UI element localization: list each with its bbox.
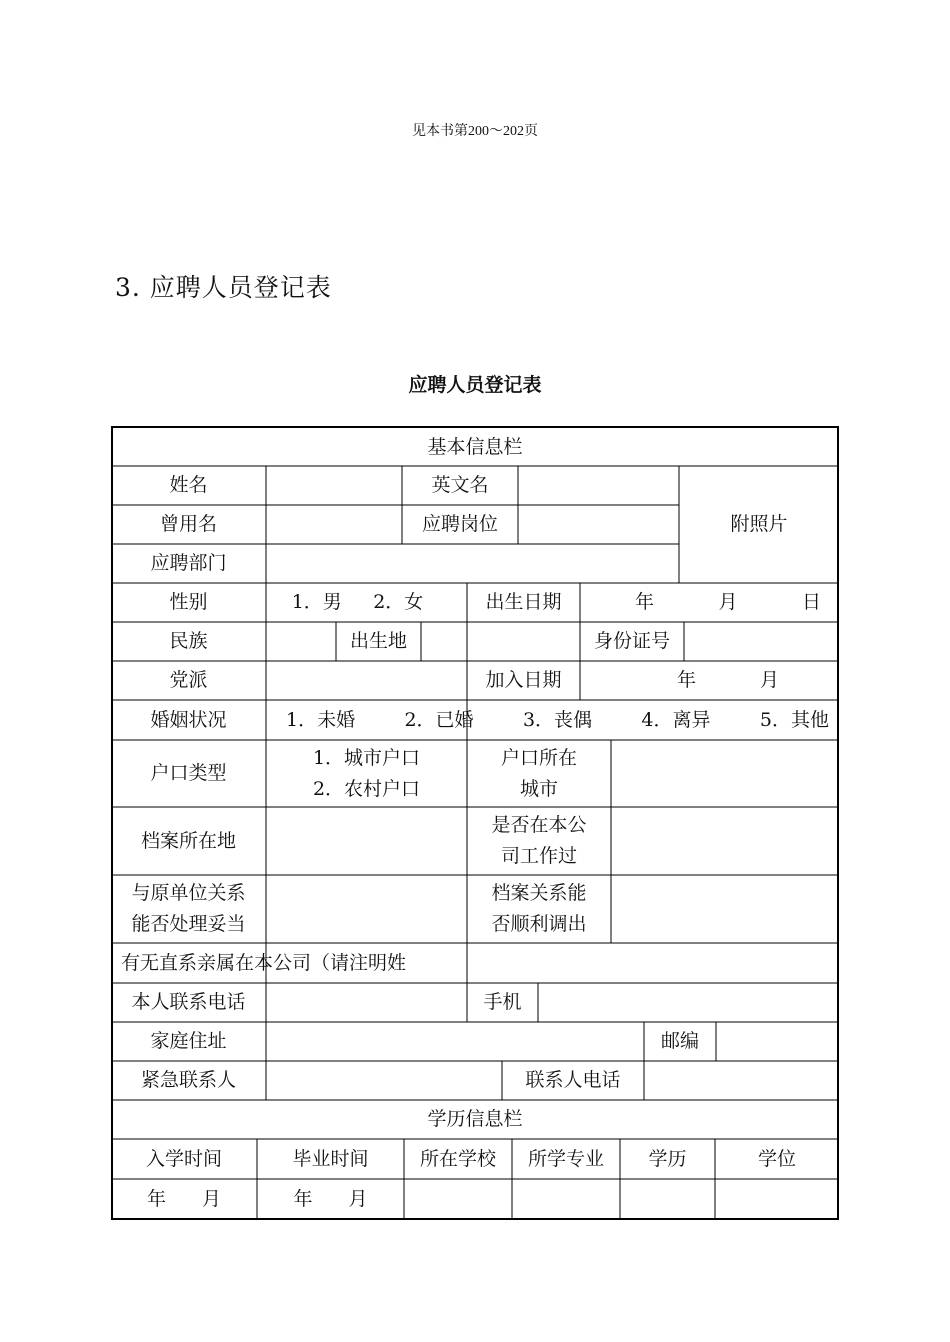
gender-label: 性别 — [169, 591, 208, 613]
worked-here-label-line2: 司工作过 — [500, 845, 577, 867]
mobile-field[interactable] — [538, 983, 839, 1022]
hukou-city-field[interactable] — [611, 740, 839, 807]
marital-option[interactable]: 5．其他 — [759, 708, 829, 731]
worked-here-field[interactable] — [611, 807, 839, 875]
party-field[interactable] — [266, 661, 467, 700]
hukou-city-label-line1: 户口所在 — [500, 746, 577, 769]
former-name-label: 曾用名 — [159, 513, 217, 535]
graduate-year-unit: 年 — [293, 1187, 313, 1210]
archive-transfer-label-line1: 档案关系能 — [491, 882, 587, 904]
ethnicity-field[interactable] — [266, 622, 336, 661]
relatives-label: 有无直系亲属在本公司（请注明姓 — [121, 951, 407, 974]
position-field[interactable] — [518, 505, 679, 544]
postcode-label: 邮编 — [660, 1030, 699, 1052]
hukou-city-label — [467, 740, 611, 807]
address-label: 家庭住址 — [150, 1030, 227, 1052]
school-field[interactable] — [404, 1179, 512, 1219]
archive-transfer-label-line2: 否顺利调出 — [491, 913, 587, 935]
birth-year-unit: 年 — [635, 591, 655, 613]
prev-employer-label — [111, 875, 266, 943]
prev-employer-field[interactable] — [266, 875, 467, 943]
prev-employer-label-line1: 与原单位关系 — [131, 882, 246, 904]
department-label: 应聘部门 — [150, 552, 227, 574]
reference-note: 见本书第200～202页 — [412, 124, 538, 139]
graduate-date-field[interactable] — [257, 1179, 404, 1219]
hukou-city-label-line2: 城市 — [519, 777, 558, 800]
marital-label: 婚姻状况 — [150, 708, 227, 731]
col-degree-level: 学历 — [648, 1147, 687, 1170]
ethnicity-label: 民族 — [169, 630, 208, 652]
marital-option[interactable]: 1．未婚 — [286, 708, 356, 731]
degree-level-field[interactable] — [620, 1179, 715, 1219]
former-name-field[interactable] — [266, 505, 402, 544]
archive-location-field[interactable] — [266, 807, 467, 875]
join-year-unit: 年 — [677, 669, 697, 691]
birthplace-label: 出生地 — [349, 630, 407, 652]
phone-field[interactable] — [266, 983, 467, 1022]
marital-option[interactable]: 3．丧偶 — [522, 708, 593, 731]
postcode-field[interactable] — [716, 1022, 839, 1061]
archive-location-label: 档案所在地 — [140, 829, 236, 852]
department-field[interactable] — [266, 544, 679, 583]
marital-option[interactable]: 2．已婚 — [404, 708, 474, 731]
id-number-field[interactable] — [684, 622, 839, 661]
hukou-type-label: 户口类型 — [150, 762, 227, 784]
col-degree: 学位 — [757, 1147, 796, 1170]
col-graduate-date: 毕业时间 — [292, 1147, 369, 1170]
birthplace-field[interactable] — [421, 622, 580, 661]
marital-option[interactable]: 4．离异 — [641, 708, 711, 731]
mobile-label: 手机 — [483, 991, 522, 1013]
photo-area: 附照片 — [730, 513, 788, 535]
emergency-contact-label: 紧急联系人 — [140, 1069, 236, 1091]
gender-options[interactable] — [266, 583, 467, 622]
relatives-field[interactable] — [467, 943, 839, 983]
contact-phone-field[interactable] — [644, 1061, 839, 1100]
section-heading: 3. 应聘人员登记表 — [115, 273, 332, 302]
id-number-label: 身份证号 — [593, 630, 670, 652]
address-field[interactable] — [266, 1022, 644, 1061]
name-label: 姓名 — [169, 474, 208, 496]
phone-label: 本人联系电话 — [131, 991, 246, 1013]
gender-male-option[interactable]: 1．男 — [291, 591, 342, 613]
hukou-rural-option[interactable]: 2．农村户口 — [312, 777, 421, 800]
worked-here-label-line1: 是否在本公 — [491, 814, 587, 836]
prev-employer-label-line2: 能否处理妥当 — [131, 913, 246, 935]
hukou-urban-option[interactable]: 1．城市户口 — [312, 746, 421, 769]
worked-here-label — [467, 807, 611, 875]
join-date-field[interactable] — [580, 661, 839, 700]
position-label: 应聘岗位 — [421, 513, 498, 535]
join-month-unit: 月 — [760, 669, 780, 691]
birth-date-label: 出生日期 — [485, 591, 562, 613]
gender-female-option[interactable]: 2．女 — [373, 591, 424, 613]
name-field[interactable] — [266, 466, 402, 505]
join-date-label: 加入日期 — [485, 669, 562, 691]
graduate-month-unit: 月 — [348, 1187, 368, 1210]
hukou-type-options[interactable] — [266, 740, 467, 807]
basic-info-header: 基本信息栏 — [427, 435, 523, 458]
col-enroll-date: 入学时间 — [145, 1147, 222, 1170]
col-school: 所在学校 — [419, 1147, 496, 1170]
enroll-year-unit: 年 — [146, 1187, 166, 1210]
education-header: 学历信息栏 — [427, 1108, 523, 1130]
party-label: 党派 — [169, 669, 208, 691]
birth-day-unit: 日 — [801, 591, 821, 613]
english-name-field[interactable] — [518, 466, 679, 505]
archive-transfer-label — [467, 875, 611, 943]
col-major: 所学专业 — [527, 1147, 604, 1170]
emergency-contact-field[interactable] — [266, 1061, 502, 1100]
enroll-month-unit: 月 — [202, 1187, 222, 1210]
birth-date-field[interactable] — [580, 583, 839, 622]
english-name-label: 英文名 — [431, 474, 489, 496]
birth-month-unit: 月 — [718, 591, 738, 613]
contact-phone-label: 联系人电话 — [525, 1069, 621, 1091]
major-field[interactable] — [512, 1179, 620, 1219]
form-title: 应聘人员登记表 — [408, 374, 542, 396]
degree-field[interactable] — [715, 1179, 839, 1219]
enroll-date-field[interactable] — [111, 1179, 257, 1219]
marital-options[interactable] — [266, 700, 839, 740]
archive-transfer-field[interactable] — [611, 875, 839, 943]
